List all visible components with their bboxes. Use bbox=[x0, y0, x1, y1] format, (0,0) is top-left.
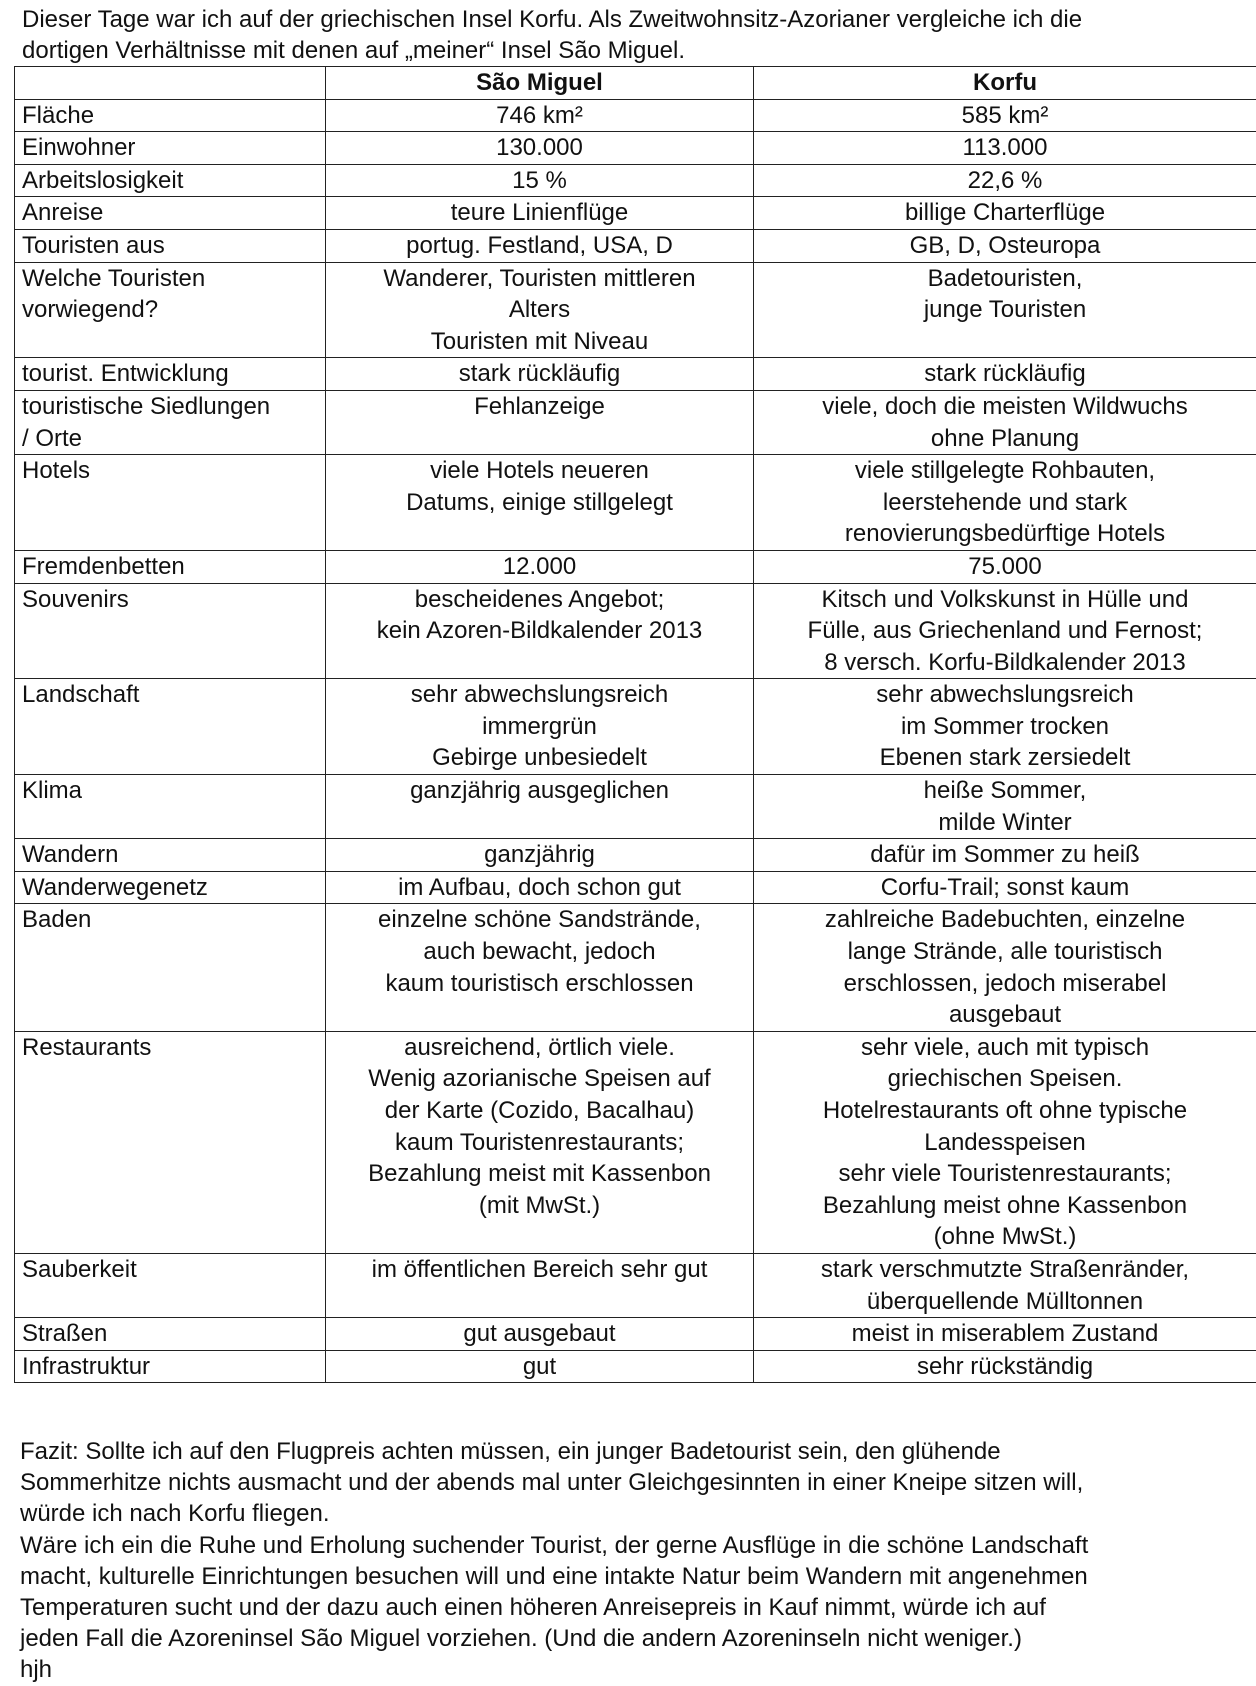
sao-miguel-cell bbox=[326, 679, 754, 775]
cell-text-line: auch bewacht, jedoch bbox=[330, 936, 749, 968]
cell-text-line: Anreise bbox=[22, 197, 325, 229]
korfu-cell bbox=[754, 775, 1256, 839]
cell-text-line: 12.000 bbox=[330, 551, 749, 583]
row-label-cell bbox=[15, 775, 326, 839]
cell-text-line: Alters bbox=[330, 294, 749, 326]
table-row bbox=[15, 229, 1256, 262]
korfu-cell bbox=[754, 164, 1256, 197]
table-row bbox=[15, 262, 1256, 358]
cell-text-line: Landschaft bbox=[22, 679, 325, 711]
cell-text-line: 8 versch. Korfu-Bildkalender 2013 bbox=[758, 647, 1252, 679]
table-header-row bbox=[15, 67, 1256, 100]
table-row bbox=[15, 775, 1256, 839]
sao-miguel-cell bbox=[326, 455, 754, 551]
sao-miguel-cell bbox=[326, 1350, 754, 1383]
cell-text-line: 22,6 % bbox=[758, 165, 1252, 197]
korfu-cell bbox=[754, 358, 1256, 391]
cell-text-line: sehr rückständig bbox=[758, 1351, 1252, 1383]
row-label-cell bbox=[15, 455, 326, 551]
cell-text-line: überquellende Mülltonnen bbox=[758, 1286, 1252, 1318]
cell-text-line: erschlossen, jedoch miserabel bbox=[758, 968, 1252, 1000]
cell-text-line: 585 km² bbox=[758, 100, 1252, 132]
cell-text-line: 15 % bbox=[330, 165, 749, 197]
cell-text-line: immergrün bbox=[330, 711, 749, 743]
sao-miguel-cell bbox=[326, 904, 754, 1031]
cell-text-line: vorwiegend? bbox=[22, 294, 325, 326]
row-label-cell bbox=[15, 1253, 326, 1317]
cell-text-line: Wanderer, Touristen mittleren bbox=[330, 263, 749, 295]
sao-miguel-cell bbox=[326, 1253, 754, 1317]
table-row bbox=[15, 871, 1256, 904]
sao-miguel-cell bbox=[326, 262, 754, 358]
cell-text-line: Corfu-Trail; sonst kaum bbox=[758, 872, 1252, 904]
sao-miguel-cell bbox=[326, 1031, 754, 1253]
table-row bbox=[15, 1318, 1256, 1351]
cell-text-line: leerstehende und stark bbox=[758, 487, 1252, 519]
table-row bbox=[15, 904, 1256, 1031]
korfu-cell bbox=[754, 904, 1256, 1031]
cell-text-line: dafür im Sommer zu heiß bbox=[758, 839, 1252, 871]
row-label-cell bbox=[15, 262, 326, 358]
table-row bbox=[15, 839, 1256, 872]
signature: hjh bbox=[20, 1654, 1256, 1685]
cell-text-line: ausreichend, örtlich viele. bbox=[330, 1032, 749, 1064]
table-row bbox=[15, 99, 1256, 132]
cell-text-line: milde Winter bbox=[758, 807, 1252, 839]
cell-text-line: 130.000 bbox=[330, 132, 749, 164]
table-row bbox=[15, 1031, 1256, 1253]
cell-text-line: Fläche bbox=[22, 100, 325, 132]
row-label-cell bbox=[15, 583, 326, 679]
cell-text-line: gut bbox=[330, 1351, 749, 1383]
header-korfu: Korfu bbox=[754, 67, 1256, 100]
table-row bbox=[15, 390, 1256, 454]
table-row bbox=[15, 455, 1256, 551]
cell-text-line: ganzjährig bbox=[330, 839, 749, 871]
cell-text-line: Welche Touristen bbox=[22, 263, 325, 295]
cell-text-line: im öffentlichen Bereich sehr gut bbox=[330, 1254, 749, 1286]
table-row bbox=[15, 197, 1256, 230]
conclusion-line: würde ich nach Korfu fliegen. bbox=[20, 1498, 1256, 1529]
conclusion-line: macht, kulturelle Einrichtungen besuchen will und eine intakte Natur beim Wandern mit angenehmen bbox=[20, 1561, 1256, 1592]
cell-text-line: zahlreiche Badebuchten, einzelne bbox=[758, 904, 1252, 936]
cell-text-line: viele stillgelegte Rohbauten, bbox=[758, 455, 1252, 487]
cell-text-line: Baden bbox=[22, 904, 325, 936]
korfu-cell bbox=[754, 583, 1256, 679]
korfu-cell bbox=[754, 132, 1256, 165]
cell-text-line: touristische Siedlungen bbox=[22, 391, 325, 423]
cell-text-line: ganzjährig ausgeglichen bbox=[330, 775, 749, 807]
cell-text-line: Ebenen stark zersiedelt bbox=[758, 742, 1252, 774]
sao-miguel-cell bbox=[326, 164, 754, 197]
cell-text-line: der Karte (Cozido, Bacalhau) bbox=[330, 1095, 749, 1127]
korfu-cell bbox=[754, 1253, 1256, 1317]
cell-text-line: Hotels bbox=[22, 455, 325, 487]
row-label-cell bbox=[15, 229, 326, 262]
row-label-cell bbox=[15, 164, 326, 197]
cell-text-line: viele, doch die meisten Wildwuchs bbox=[758, 391, 1252, 423]
table-row bbox=[15, 358, 1256, 391]
cell-text-line: im Aufbau, doch schon gut bbox=[330, 872, 749, 904]
cell-text-line: Infrastruktur bbox=[22, 1351, 325, 1383]
cell-text-line: junge Touristen bbox=[758, 294, 1252, 326]
header-empty-cell bbox=[15, 67, 326, 100]
korfu-cell bbox=[754, 262, 1256, 358]
row-label-cell bbox=[15, 1350, 326, 1383]
table-row bbox=[15, 550, 1256, 583]
korfu-cell bbox=[754, 550, 1256, 583]
cell-text-line: Touristen mit Niveau bbox=[330, 326, 749, 358]
row-label-cell bbox=[15, 132, 326, 165]
sao-miguel-cell bbox=[326, 1318, 754, 1351]
korfu-cell bbox=[754, 197, 1256, 230]
cell-text-line: Bezahlung meist mit Kassenbon bbox=[330, 1158, 749, 1190]
sao-miguel-cell bbox=[326, 775, 754, 839]
intro-paragraph bbox=[22, 4, 1252, 66]
conclusion-line: jeden Fall die Azoreninsel São Miguel vorziehen. (Und die andern Azoreninseln nicht weniger.) bbox=[20, 1623, 1256, 1654]
sao-miguel-cell bbox=[326, 390, 754, 454]
cell-text-line: (mit MwSt.) bbox=[330, 1190, 749, 1222]
intro-line: Dieser Tage war ich auf der griechischen Insel Korfu. Als Zweitwohnsitz-Azorianer vergleiche ich die bbox=[22, 4, 1252, 35]
header-sao-miguel: São Miguel bbox=[326, 67, 754, 100]
cell-text-line: meist in miserablem Zustand bbox=[758, 1318, 1252, 1350]
row-label-cell bbox=[15, 1031, 326, 1253]
korfu-cell bbox=[754, 871, 1256, 904]
table-row bbox=[15, 583, 1256, 679]
cell-text-line: Touristen aus bbox=[22, 230, 325, 262]
cell-text-line: kaum touristisch erschlossen bbox=[330, 968, 749, 1000]
row-label-cell bbox=[15, 904, 326, 1031]
cell-text-line: Gebirge unbesiedelt bbox=[330, 742, 749, 774]
korfu-cell bbox=[754, 229, 1256, 262]
cell-text-line: einzelne schöne Sandstrände, bbox=[330, 904, 749, 936]
cell-text-line: Souvenirs bbox=[22, 584, 325, 616]
sao-miguel-cell bbox=[326, 132, 754, 165]
table-row bbox=[15, 1253, 1256, 1317]
cell-text-line: Fülle, aus Griechenland und Fernost; bbox=[758, 615, 1252, 647]
conclusion-line: Temperaturen sucht und der dazu auch einen höheren Anreisepreis in Kauf nimmt, würde ich auf bbox=[20, 1592, 1256, 1623]
row-label-cell bbox=[15, 197, 326, 230]
sao-miguel-cell bbox=[326, 871, 754, 904]
conclusion-paragraph bbox=[20, 1436, 1256, 1686]
cell-text-line: Einwohner bbox=[22, 132, 325, 164]
row-label-cell bbox=[15, 839, 326, 872]
cell-text-line: heiße Sommer, bbox=[758, 775, 1252, 807]
cell-text-line: Wandern bbox=[22, 839, 325, 871]
conclusion-line: Fazit: Sollte ich auf den Flugpreis achten müssen, ein junger Badetourist sein, den glühende bbox=[20, 1436, 1256, 1467]
table-row bbox=[15, 679, 1256, 775]
cell-text-line: Sauberkeit bbox=[22, 1254, 325, 1286]
row-label-cell bbox=[15, 99, 326, 132]
cell-text-line: gut ausgebaut bbox=[330, 1318, 749, 1350]
row-label-cell bbox=[15, 679, 326, 775]
row-label-cell bbox=[15, 390, 326, 454]
table-row bbox=[15, 132, 1256, 165]
sao-miguel-cell bbox=[326, 229, 754, 262]
cell-text-line: Arbeitslosigkeit bbox=[22, 165, 325, 197]
sao-miguel-cell bbox=[326, 583, 754, 679]
cell-text-line: stark verschmutzte Straßenränder, bbox=[758, 1254, 1252, 1286]
sao-miguel-cell bbox=[326, 99, 754, 132]
cell-text-line: renovierungsbedürftige Hotels bbox=[758, 518, 1252, 550]
cell-text-line: im Sommer trocken bbox=[758, 711, 1252, 743]
conclusion-line: Sommerhitze nichts ausmacht und der abends mal unter Gleichgesinnten in einer Kneipe sitzen will, bbox=[20, 1467, 1256, 1498]
korfu-cell bbox=[754, 679, 1256, 775]
korfu-cell bbox=[754, 1318, 1256, 1351]
row-label-cell bbox=[15, 871, 326, 904]
sao-miguel-cell bbox=[326, 839, 754, 872]
table-row bbox=[15, 1350, 1256, 1383]
cell-text-line: viele Hotels neueren bbox=[330, 455, 749, 487]
cell-text-line: kaum Touristenrestaurants; bbox=[330, 1127, 749, 1159]
korfu-cell bbox=[754, 99, 1256, 132]
cell-text-line: billige Charterflüge bbox=[758, 197, 1252, 229]
table-body bbox=[15, 99, 1256, 1383]
korfu-cell bbox=[754, 1350, 1256, 1383]
cell-text-line: Straßen bbox=[22, 1318, 325, 1350]
row-label-cell bbox=[15, 550, 326, 583]
comparison-table bbox=[14, 66, 1256, 1383]
cell-text-line: Klima bbox=[22, 775, 325, 807]
korfu-cell bbox=[754, 1031, 1256, 1253]
korfu-cell bbox=[754, 390, 1256, 454]
cell-text-line: 113.000 bbox=[758, 132, 1252, 164]
cell-text-line: Wenig azorianische Speisen auf bbox=[330, 1063, 749, 1095]
cell-text-line: tourist. Entwicklung bbox=[22, 358, 325, 390]
cell-text-line: Bezahlung meist ohne Kassenbon bbox=[758, 1190, 1252, 1222]
cell-text-line: Fremdenbetten bbox=[22, 551, 325, 583]
cell-text-line: sehr abwechslungsreich bbox=[758, 679, 1252, 711]
cell-text-line: 746 km² bbox=[330, 100, 749, 132]
cell-text-line: Hotelrestaurants oft ohne typische bbox=[758, 1095, 1252, 1127]
cell-text-line: kein Azoren-Bildkalender 2013 bbox=[330, 615, 749, 647]
cell-text-line: lange Strände, alle touristisch bbox=[758, 936, 1252, 968]
row-label-cell bbox=[15, 358, 326, 391]
cell-text-line: sehr viele, auch mit typisch bbox=[758, 1032, 1252, 1064]
cell-text-line: GB, D, Osteuropa bbox=[758, 230, 1252, 262]
sao-miguel-cell bbox=[326, 550, 754, 583]
korfu-cell bbox=[754, 839, 1256, 872]
row-label-cell bbox=[15, 1318, 326, 1351]
cell-text-line: stark rückläufig bbox=[330, 358, 749, 390]
cell-text-line: teure Linienflüge bbox=[330, 197, 749, 229]
cell-text-line: / Orte bbox=[22, 423, 325, 455]
cell-text-line: portug. Festland, USA, D bbox=[330, 230, 749, 262]
cell-text-line: 75.000 bbox=[758, 551, 1252, 583]
conclusion-line: Wäre ich ein die Ruhe und Erholung suchender Tourist, der gerne Ausflüge in die schöne Landschaft bbox=[20, 1530, 1256, 1561]
cell-text-line: (ohne MwSt.) bbox=[758, 1221, 1252, 1253]
cell-text-line: ohne Planung bbox=[758, 423, 1252, 455]
cell-text-line: bescheidenes Angebot; bbox=[330, 584, 749, 616]
cell-text-line: Badetouristen, bbox=[758, 263, 1252, 295]
cell-text-line: Landesspeisen bbox=[758, 1127, 1252, 1159]
cell-text-line: sehr viele Touristenrestaurants; bbox=[758, 1158, 1252, 1190]
sao-miguel-cell bbox=[326, 197, 754, 230]
intro-line: dortigen Verhältnisse mit denen auf „meiner“ Insel São Miguel. bbox=[22, 35, 1252, 66]
cell-text-line: Wanderwegenetz bbox=[22, 872, 325, 904]
korfu-cell bbox=[754, 455, 1256, 551]
cell-text-line: ausgebaut bbox=[758, 999, 1252, 1031]
cell-text-line: Kitsch und Volkskunst in Hülle und bbox=[758, 584, 1252, 616]
cell-text-line: sehr abwechslungsreich bbox=[330, 679, 749, 711]
cell-text-line: Fehlanzeige bbox=[330, 391, 749, 423]
cell-text-line: griechischen Speisen. bbox=[758, 1063, 1252, 1095]
table-row bbox=[15, 164, 1256, 197]
cell-text-line: Restaurants bbox=[22, 1032, 325, 1064]
cell-text-line: Datums, einige stillgelegt bbox=[330, 487, 749, 519]
cell-text-line: stark rückläufig bbox=[758, 358, 1252, 390]
sao-miguel-cell bbox=[326, 358, 754, 391]
